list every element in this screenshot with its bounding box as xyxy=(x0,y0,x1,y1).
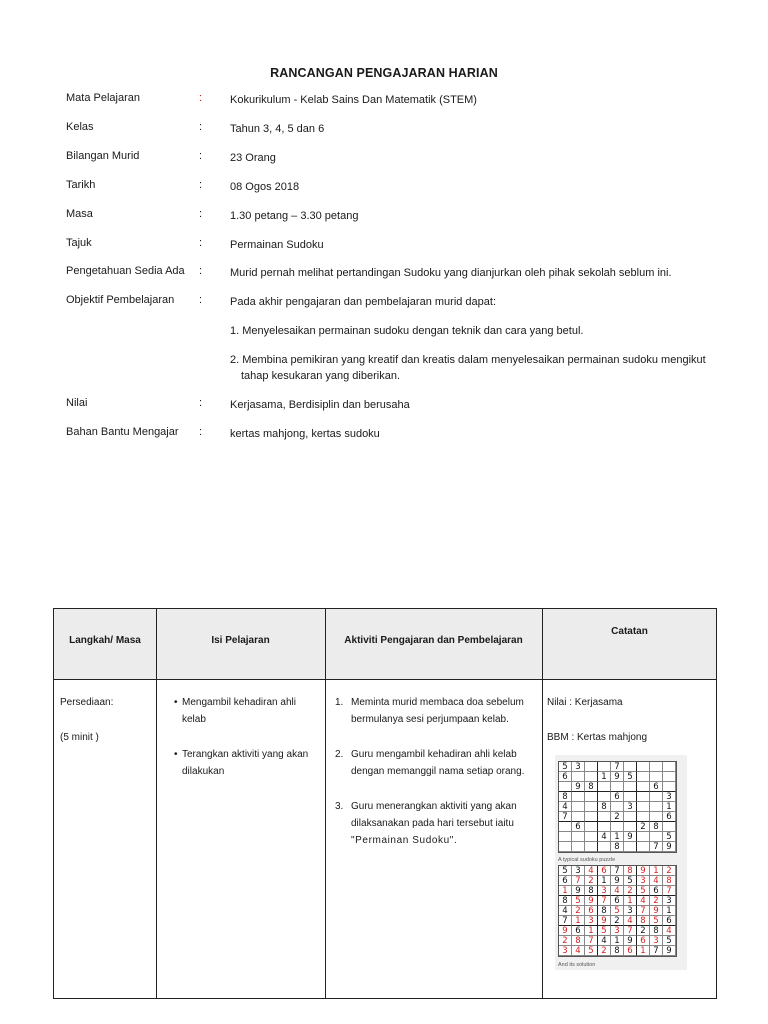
sudoku-cell: 3 xyxy=(663,896,676,906)
sudoku-cell: 8 xyxy=(598,802,611,812)
sudoku-cell: 4 xyxy=(572,946,585,956)
sudoku-cell xyxy=(585,792,598,802)
info-label: Tajuk xyxy=(66,237,92,249)
header-divider xyxy=(54,679,716,680)
sudoku-cell: 4 xyxy=(598,832,611,842)
sudoku-cell: 2 xyxy=(572,906,585,916)
sudoku-cell: 2 xyxy=(611,812,624,822)
activity-number: 2. xyxy=(335,749,344,760)
sudoku-cell: 1 xyxy=(624,896,637,906)
sudoku-cell: 4 xyxy=(559,906,572,916)
sudoku-cell: 8 xyxy=(637,916,650,926)
info-label: Mata Pelajaran xyxy=(66,92,140,104)
sudoku-cell: 8 xyxy=(585,782,598,792)
sudoku-cell: 9 xyxy=(585,896,598,906)
sudoku-cell: 9 xyxy=(611,876,624,886)
content-item xyxy=(174,746,322,780)
info-colon: : xyxy=(199,121,203,133)
sudoku-cell xyxy=(624,782,637,792)
sudoku-cell xyxy=(637,792,650,802)
sudoku-cell: 2 xyxy=(598,946,611,956)
sudoku-cell: 9 xyxy=(559,926,572,936)
sudoku-cell: 5 xyxy=(572,896,585,906)
activity-line: dengan memanggil nama setiap orang. xyxy=(351,766,525,777)
sudoku-cell: 8 xyxy=(650,926,663,936)
sudoku-cell: 7 xyxy=(663,886,676,896)
sudoku-cell: 2 xyxy=(585,876,598,886)
sudoku-cell: 6 xyxy=(611,792,624,802)
sudoku-puzzle-grid xyxy=(558,761,677,853)
sudoku-cell: 7 xyxy=(572,876,585,886)
objective-line: 2. Membina pemikiran yang kreatif dan kreatis dalam menyelesaikan permainan sudoku mengikut xyxy=(230,354,706,366)
sudoku-cell: 9 xyxy=(663,946,676,956)
sudoku-cell xyxy=(637,782,650,792)
puzzle-caption: A typical sudoku puzzle xyxy=(558,857,616,863)
sudoku-cell xyxy=(637,812,650,822)
column-divider xyxy=(156,609,157,998)
content-line: kelab xyxy=(182,714,206,725)
sudoku-cell: 4 xyxy=(585,866,598,876)
sudoku-cell: 4 xyxy=(559,802,572,812)
sudoku-cell: 2 xyxy=(637,822,650,832)
sudoku-cell: 6 xyxy=(572,926,585,936)
objective-line: 1. Menyelesaikan permainan sudoku dengan teknik dan cara yang betul. xyxy=(230,325,584,337)
info-label: Pengetahuan Sedia Ada xyxy=(66,265,185,277)
sudoku-cell: 5 xyxy=(650,916,663,926)
sudoku-cell xyxy=(650,762,663,772)
info-value: Permainan Sudoku xyxy=(230,239,324,251)
step-time: (5 minit ) xyxy=(60,732,99,743)
sudoku-cell: 9 xyxy=(572,782,585,792)
sudoku-cell: 5 xyxy=(624,772,637,782)
sudoku-cell: 9 xyxy=(650,906,663,916)
sudoku-cell xyxy=(624,842,637,852)
sudoku-cell: 1 xyxy=(663,906,676,916)
sudoku-cell: 8 xyxy=(650,822,663,832)
sudoku-cell xyxy=(598,792,611,802)
sudoku-cell: 9 xyxy=(637,866,650,876)
sudoku-cell xyxy=(598,762,611,772)
sudoku-cell: 3 xyxy=(611,926,624,936)
sudoku-cell: 2 xyxy=(637,926,650,936)
info-value: kertas mahjong, kertas sudoku xyxy=(230,428,380,440)
sudoku-cell: 2 xyxy=(624,886,637,896)
sudoku-cell: 2 xyxy=(559,936,572,946)
sudoku-cell xyxy=(624,792,637,802)
sudoku-cell: 9 xyxy=(663,842,676,852)
sudoku-cell: 7 xyxy=(585,936,598,946)
info-colon: : xyxy=(199,208,203,220)
sudoku-cell xyxy=(585,822,598,832)
sudoku-cell: 6 xyxy=(663,812,676,822)
sudoku-cell: 1 xyxy=(611,936,624,946)
sudoku-cell xyxy=(663,772,676,782)
info-value: Kokurikulum - Kelab Sains Dan Matematik (STEM) xyxy=(230,94,477,106)
sudoku-cell xyxy=(572,772,585,782)
note-nilai: Nilai : Kerjasama xyxy=(547,697,623,708)
sudoku-cell: 1 xyxy=(598,876,611,886)
sudoku-cell xyxy=(572,812,585,822)
sudoku-cell xyxy=(624,812,637,822)
sudoku-cell: 1 xyxy=(585,926,598,936)
sudoku-cell: 3 xyxy=(572,866,585,876)
info-colon: : xyxy=(199,397,203,409)
content-line: • Terangkan aktiviti yang akan xyxy=(174,746,322,763)
sudoku-cell xyxy=(585,812,598,822)
info-label: Tarikh xyxy=(66,179,96,191)
sudoku-cell: 3 xyxy=(637,876,650,886)
sudoku-cell: 9 xyxy=(572,886,585,896)
sudoku-cell: 6 xyxy=(650,782,663,792)
sudoku-cell: 5 xyxy=(585,946,598,956)
sudoku-cell: 6 xyxy=(663,916,676,926)
sudoku-cell: 8 xyxy=(611,946,624,956)
info-value: Murid pernah melihat pertandingan Sudoku yang dianjurkan oleh pihak sekolah seblum ini. xyxy=(230,267,672,279)
sudoku-cell: 3 xyxy=(663,792,676,802)
objective-item xyxy=(230,323,720,339)
info-colon: : xyxy=(199,426,203,438)
sudoku-cell xyxy=(585,762,598,772)
sudoku-cell: 4 xyxy=(611,886,624,896)
sudoku-cell xyxy=(637,842,650,852)
sudoku-cell xyxy=(637,772,650,782)
info-value: 1.30 petang – 3.30 petang xyxy=(230,210,359,222)
sudoku-cell xyxy=(650,832,663,842)
info-value: Tahun 3, 4, 5 dan 6 xyxy=(230,123,325,135)
sudoku-cell xyxy=(572,802,585,812)
info-value: 23 Orang xyxy=(230,152,276,164)
sudoku-cell: 1 xyxy=(637,946,650,956)
sudoku-cell: 3 xyxy=(650,936,663,946)
sudoku-cell: 7 xyxy=(650,842,663,852)
sudoku-cell: 3 xyxy=(572,762,585,772)
sudoku-cell: 3 xyxy=(624,906,637,916)
note-bbm: BBM : Kertas mahjong xyxy=(547,732,648,743)
sudoku-cell xyxy=(624,822,637,832)
sudoku-cell: 5 xyxy=(663,832,676,842)
sudoku-cell: 7 xyxy=(624,926,637,936)
sudoku-cell xyxy=(585,772,598,782)
sudoku-cell: 5 xyxy=(624,876,637,886)
activity-item xyxy=(325,798,540,849)
sudoku-cell: 5 xyxy=(663,936,676,946)
sudoku-cell: 4 xyxy=(598,936,611,946)
sudoku-cell xyxy=(650,802,663,812)
info-label: Bahan Bantu Mengajar xyxy=(66,426,179,438)
sudoku-cell: 4 xyxy=(624,916,637,926)
info-colon: : xyxy=(199,150,203,162)
sudoku-cell xyxy=(572,832,585,842)
info-value: Pada akhir pengajaran dan pembelajaran murid dapat: xyxy=(230,296,497,308)
sudoku-cell xyxy=(559,842,572,852)
sudoku-cell: 4 xyxy=(650,876,663,886)
sudoku-cell xyxy=(611,782,624,792)
sudoku-cell: 1 xyxy=(559,886,572,896)
sudoku-cell: 6 xyxy=(572,822,585,832)
sudoku-cell: 4 xyxy=(663,926,676,936)
sudoku-cell: 6 xyxy=(559,876,572,886)
page-title: RANCANGAN PENGAJARAN HARIAN xyxy=(270,66,498,80)
sudoku-cell: 9 xyxy=(624,832,637,842)
info-value: 08 Ogos 2018 xyxy=(230,181,300,193)
activity-number: 1. xyxy=(335,697,344,708)
sudoku-cell: 1 xyxy=(572,916,585,926)
info-colon: : xyxy=(199,179,203,191)
sudoku-cell: 6 xyxy=(611,896,624,906)
sudoku-cell xyxy=(585,832,598,842)
activity-line: "Permainan Sudoku". xyxy=(351,835,458,846)
sudoku-cell: 8 xyxy=(559,896,572,906)
activity-line: Guru menerangkan aktiviti yang akan xyxy=(351,801,517,812)
info-colon: : xyxy=(199,237,203,249)
sudoku-cell xyxy=(598,822,611,832)
info-label: Masa xyxy=(66,208,93,220)
sudoku-cell: 6 xyxy=(559,772,572,782)
sudoku-cell: 6 xyxy=(598,866,611,876)
sudoku-cell: 7 xyxy=(559,916,572,926)
objective-item xyxy=(230,352,720,384)
info-value: Kerjasama, Berdisiplin dan berusaha xyxy=(230,399,410,411)
sudoku-cell: 4 xyxy=(637,896,650,906)
sudoku-cell: 5 xyxy=(611,906,624,916)
sudoku-cell xyxy=(559,822,572,832)
content-line: • Mengambil kehadiran ahli xyxy=(174,694,322,711)
sudoku-cell: 6 xyxy=(637,936,650,946)
info-colon: : xyxy=(199,265,203,277)
sudoku-cell: 9 xyxy=(598,916,611,926)
sudoku-cell: 3 xyxy=(598,886,611,896)
sudoku-cell xyxy=(611,802,624,812)
sudoku-cell: 9 xyxy=(611,772,624,782)
sudoku-cell: 5 xyxy=(598,926,611,936)
sudoku-cell xyxy=(663,782,676,792)
info-colon: : xyxy=(199,294,203,306)
sudoku-cell: 6 xyxy=(624,946,637,956)
header-aktiviti: Aktiviti Pengajaran dan Pembelajaran xyxy=(344,635,523,646)
sudoku-cell xyxy=(598,812,611,822)
sudoku-cell: 7 xyxy=(611,762,624,772)
header-isi: Isi Pelajaran xyxy=(211,635,270,646)
sudoku-cell xyxy=(650,792,663,802)
sudoku-solution-grid xyxy=(558,865,677,957)
step-name: Persediaan: xyxy=(60,697,114,708)
sudoku-cell: 3 xyxy=(624,802,637,812)
sudoku-cell xyxy=(637,762,650,772)
objective-line: tahap kesukaran yang diberikan. xyxy=(241,370,400,382)
sudoku-cell: 2 xyxy=(663,866,676,876)
sudoku-cell xyxy=(572,792,585,802)
sudoku-cell: 7 xyxy=(559,812,572,822)
sudoku-cell xyxy=(663,762,676,772)
sudoku-cell: 1 xyxy=(663,802,676,812)
sudoku-cell: 6 xyxy=(585,906,598,916)
sudoku-cell: 7 xyxy=(650,946,663,956)
activity-line: Guru mengambil kehadiran ahli kelab xyxy=(351,749,517,760)
sudoku-cell: 6 xyxy=(650,886,663,896)
content-item xyxy=(174,694,322,728)
header-catatan: Catatan xyxy=(611,626,648,637)
sudoku-cell: 8 xyxy=(559,792,572,802)
sudoku-cell xyxy=(637,802,650,812)
content-line: dilakukan xyxy=(182,766,225,777)
sudoku-cell: 9 xyxy=(624,936,637,946)
sudoku-cell xyxy=(572,842,585,852)
sudoku-cell xyxy=(650,772,663,782)
sudoku-cell: 7 xyxy=(637,906,650,916)
info-label: Objektif Pembelajaran xyxy=(66,294,175,306)
sudoku-cell: 1 xyxy=(598,772,611,782)
sudoku-cell xyxy=(598,842,611,852)
sudoku-cell xyxy=(559,782,572,792)
sudoku-cell: 8 xyxy=(572,936,585,946)
sudoku-cell: 5 xyxy=(559,762,572,772)
column-divider xyxy=(542,609,543,998)
sudoku-cell xyxy=(598,782,611,792)
activity-line: bermulanya sesi perjumpaan kelab. xyxy=(351,714,509,725)
sudoku-cell: 8 xyxy=(624,866,637,876)
info-label: Nilai xyxy=(66,397,88,409)
sudoku-cell: 2 xyxy=(611,916,624,926)
sudoku-cell xyxy=(637,832,650,842)
activity-line: dilaksanakan pada hari tersebut iaitu xyxy=(351,818,514,829)
sudoku-cell: 8 xyxy=(663,876,676,886)
sudoku-cell xyxy=(611,822,624,832)
sudoku-figure xyxy=(555,755,687,970)
sudoku-cell xyxy=(585,802,598,812)
sudoku-cell xyxy=(585,842,598,852)
sudoku-cell: 3 xyxy=(559,946,572,956)
sudoku-cell xyxy=(650,812,663,822)
solution-caption: And its solution xyxy=(558,962,596,968)
sudoku-cell: 2 xyxy=(650,896,663,906)
info-colon: : xyxy=(199,92,203,104)
activity-line: Meminta murid membaca doa sebelum xyxy=(351,697,524,708)
header-langkah: Langkah/ Masa xyxy=(69,635,141,646)
info-label: Bilangan Murid xyxy=(66,150,140,162)
sudoku-cell: 7 xyxy=(611,866,624,876)
sudoku-cell xyxy=(624,762,637,772)
activity-item xyxy=(325,694,540,728)
sudoku-cell: 1 xyxy=(650,866,663,876)
sudoku-cell: 3 xyxy=(585,916,598,926)
sudoku-cell xyxy=(663,822,676,832)
sudoku-cell: 5 xyxy=(637,886,650,896)
sudoku-cell: 7 xyxy=(598,896,611,906)
sudoku-cell: 5 xyxy=(559,866,572,876)
sudoku-cell: 8 xyxy=(598,906,611,916)
info-label: Kelas xyxy=(66,121,94,133)
sudoku-cell xyxy=(559,832,572,842)
sudoku-cell: 8 xyxy=(585,886,598,896)
activity-number: 3. xyxy=(335,801,344,812)
activity-item xyxy=(325,746,540,780)
sudoku-cell: 1 xyxy=(611,832,624,842)
sudoku-cell: 8 xyxy=(611,842,624,852)
